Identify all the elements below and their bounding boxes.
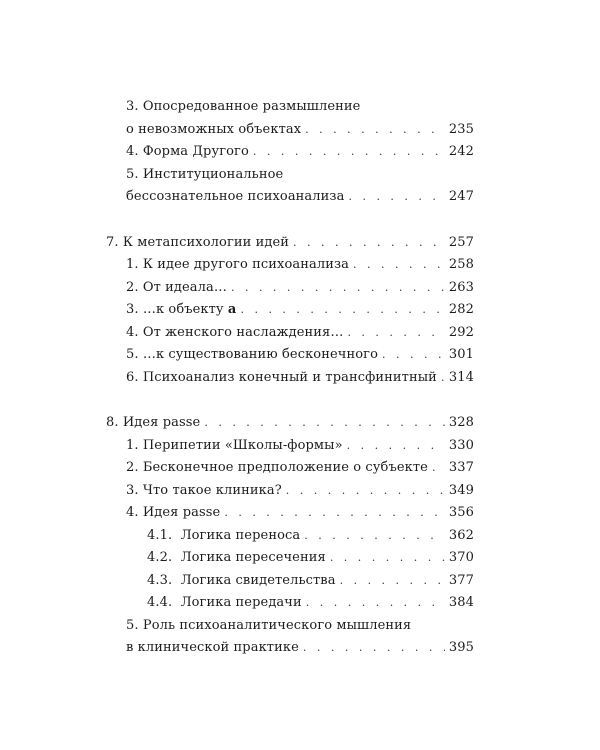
toc-leader-dots bbox=[240, 299, 444, 322]
toc-entry-text: 5. Роль психоаналитического мышления bbox=[126, 617, 412, 633]
toc-entry bbox=[106, 367, 474, 390]
toc-entry-text: 4.4. Логика передачи bbox=[147, 595, 302, 610]
toc-entry-text: 3. Что такое клиника? bbox=[126, 482, 282, 498]
toc-page-number: 301 bbox=[448, 347, 474, 362]
toc-subentry bbox=[106, 525, 474, 548]
toc-entry bbox=[106, 141, 474, 164]
toc-leader-dots bbox=[204, 412, 445, 435]
toc-entry bbox=[106, 322, 474, 345]
toc-entry bbox=[106, 119, 474, 142]
toc-entry bbox=[106, 186, 474, 209]
toc-entry-text: бессознательное психоанализа bbox=[126, 189, 345, 204]
toc-entry-text: 4. От женского наслаждения… bbox=[126, 324, 344, 340]
toc-entry-text: 2. От идеала… bbox=[126, 279, 227, 295]
toc-entry-text: 4. Идея passe bbox=[126, 505, 221, 520]
toc-chapter bbox=[106, 412, 474, 435]
toc-entry bbox=[106, 637, 474, 660]
toc-entry-text: 1. К идее другого психоанализа bbox=[126, 257, 350, 272]
toc-page-number: 337 bbox=[448, 460, 474, 475]
toc-leader-dots bbox=[382, 344, 445, 367]
toc-page-number: 328 bbox=[448, 415, 474, 430]
toc-entry-text: 2. Бесконечное предположение о субъекте bbox=[126, 460, 428, 475]
toc-entry bbox=[106, 254, 474, 277]
toc-entry-text: 4.3. Логика свидетельства bbox=[147, 572, 336, 588]
toc-leader-dots bbox=[303, 637, 445, 660]
toc-page-number: 235 bbox=[448, 121, 474, 137]
toc-leader-dots bbox=[432, 457, 445, 480]
toc-leader-dots bbox=[330, 547, 445, 570]
toc-entry-text: 4.1. Логика переноса bbox=[147, 527, 301, 543]
toc-entry-text: 4.2. Логика пересечения bbox=[147, 550, 326, 565]
toc-page-number: 330 bbox=[448, 437, 474, 453]
toc-page-number: 314 bbox=[448, 369, 474, 385]
toc-page-number: 292 bbox=[448, 324, 474, 340]
toc-leader-dots bbox=[224, 502, 445, 525]
toc-chapter-text: 8. Идея passe bbox=[106, 415, 201, 430]
toc-leader-dots bbox=[347, 322, 444, 345]
toc-entry-text: 6. Психоанализ конечный и трансфинитный bbox=[126, 369, 437, 385]
toc-leader-dots bbox=[253, 141, 445, 164]
toc-leader-dots bbox=[348, 186, 444, 209]
toc-entry-text: 3. Опосредованное размышление bbox=[126, 99, 361, 114]
toc-entry bbox=[106, 435, 474, 458]
toc-entry-text: 5. …к существованию бесконечного bbox=[126, 347, 379, 362]
toc-entry bbox=[106, 344, 474, 367]
toc-entry bbox=[106, 96, 474, 119]
toc-entry-text: 4. Форма Другого bbox=[126, 144, 249, 159]
toc-leader-dots bbox=[340, 570, 445, 593]
toc-page-number: 247 bbox=[448, 189, 474, 204]
toc-chapter-text: 7. К метапсихологии идей bbox=[106, 234, 290, 250]
toc-page-number: 257 bbox=[448, 234, 474, 250]
toc-page-number: 242 bbox=[448, 144, 474, 159]
toc-entry-text: 3. …к объекту a bbox=[126, 302, 237, 317]
toc-entry bbox=[106, 277, 474, 300]
toc-entry bbox=[106, 480, 474, 503]
table-of-contents bbox=[106, 96, 474, 660]
toc-page-number: 263 bbox=[448, 279, 474, 295]
toc-entry bbox=[106, 502, 474, 525]
toc-leader-dots bbox=[231, 277, 445, 300]
toc-page-number: 356 bbox=[448, 505, 474, 520]
toc-leader-dots bbox=[353, 254, 445, 277]
toc-leader-dots bbox=[305, 119, 445, 142]
toc-chapter bbox=[106, 232, 474, 255]
toc-entry bbox=[106, 164, 474, 187]
toc-entry-text: о невозможных объектах bbox=[126, 121, 302, 137]
toc-entry bbox=[106, 299, 474, 322]
toc-page-number: 370 bbox=[448, 550, 474, 565]
toc-entry bbox=[106, 615, 474, 638]
toc-page-number: 349 bbox=[448, 482, 474, 498]
toc-leader-dots bbox=[347, 435, 445, 458]
toc-entry-text: 1. Перипетии «Школы-формы» bbox=[126, 437, 343, 453]
toc-subentry bbox=[106, 547, 474, 570]
toc-subentry bbox=[106, 570, 474, 593]
toc-leader-dots bbox=[286, 480, 445, 503]
toc-entry bbox=[106, 457, 474, 480]
toc-page-number: 395 bbox=[448, 640, 474, 655]
toc-page-number: 384 bbox=[448, 595, 474, 610]
toc-leader-dots bbox=[293, 232, 445, 255]
toc-subentry bbox=[106, 592, 474, 615]
toc-page-number: 258 bbox=[448, 257, 474, 272]
toc-leader-dots bbox=[441, 367, 445, 390]
toc-leader-dots bbox=[304, 525, 445, 548]
toc-page-number: 362 bbox=[448, 527, 474, 543]
toc-leader-dots bbox=[306, 592, 445, 615]
toc-entry-text: 5. Институциональное bbox=[126, 166, 284, 182]
toc-page-number: 282 bbox=[448, 302, 474, 317]
toc-entry-text: в клинической практике bbox=[126, 640, 299, 655]
toc-page-number: 377 bbox=[448, 572, 474, 588]
